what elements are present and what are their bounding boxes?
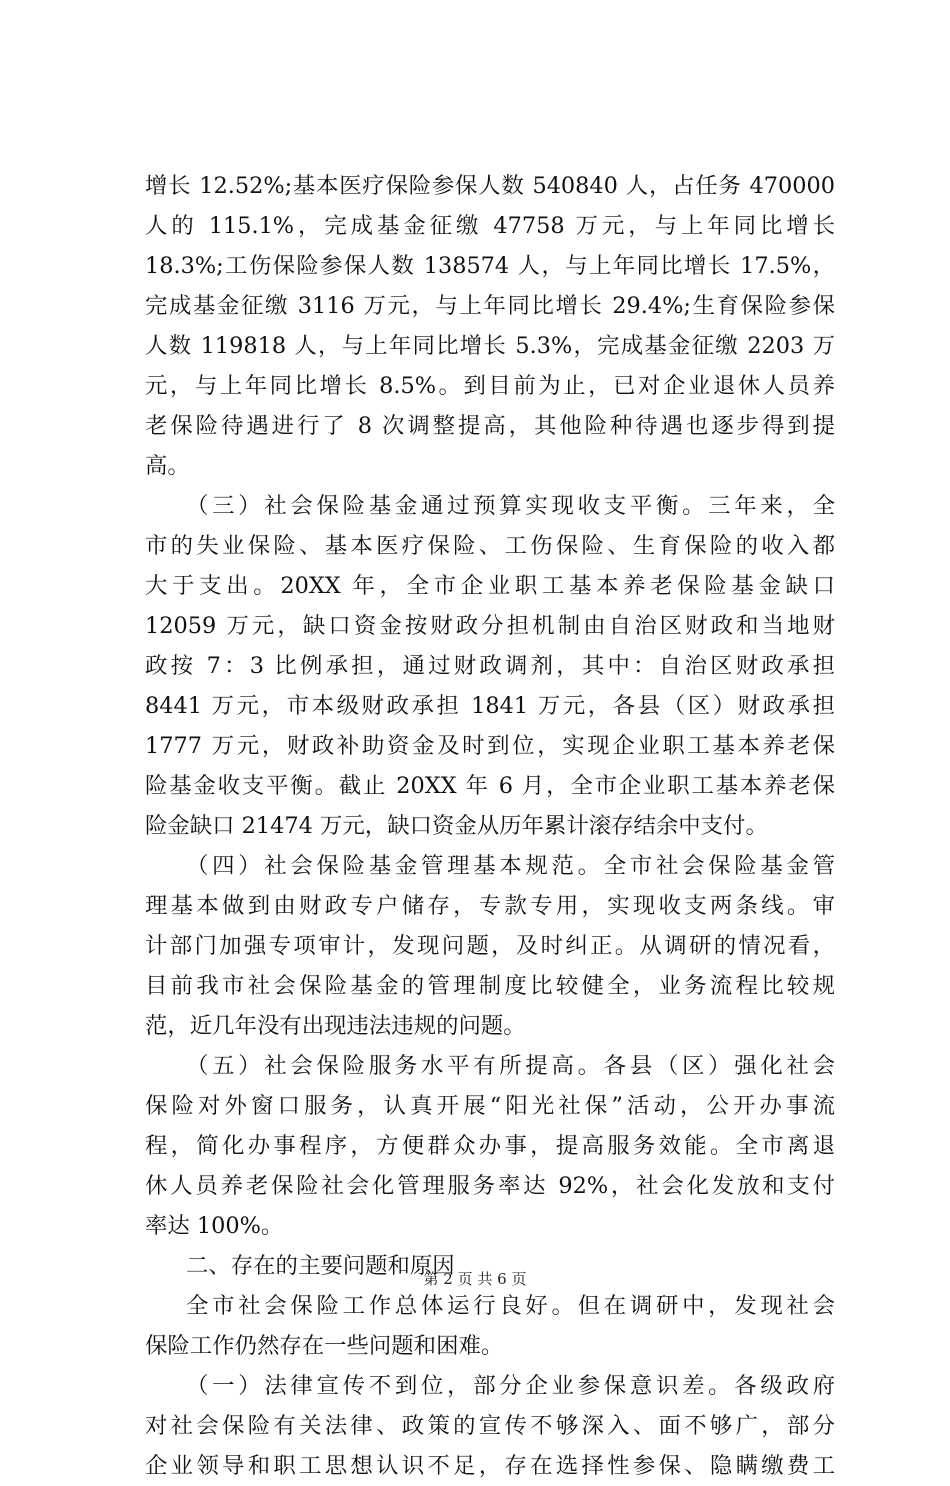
- page-number-footer: 第 2 页 共 6 页: [423, 1270, 527, 1288]
- text-line: 全市社会保险工作总体运行良好。但在调研中，发现社会: [186, 1293, 835, 1319]
- paragraph-heading-line: （三）社会保险基金通过预算实现收支平衡。三年来，全: [186, 493, 835, 519]
- text-line: 保险工作仍然存在一些问题和困难。: [145, 1333, 504, 1359]
- text-line: 人的 115.1%，完成基金征缴 47758 万元，与上年同比增长: [145, 213, 835, 239]
- text-line: 险金缺口 21474 万元，缺口资金从历年累计滚存结余中支付。: [145, 813, 768, 839]
- text-line: 完成基金征缴 3116 万元，与上年同比增长 29.4%;生育保险参保: [145, 293, 835, 319]
- text-line: 休人员养老保险社会化管理服务率达 92%，社会化发放和支付: [145, 1173, 835, 1199]
- text-line: 险基金收支平衡。截止 20XX 年 6 月，全市企业职工基本养老保: [145, 773, 835, 799]
- text-line: 人数 119818 人，与上年同比增长 5.3%，完成基金征缴 2203 万: [145, 333, 835, 359]
- text-line: 率达 100%。: [145, 1213, 284, 1239]
- text-line: 1777 万元，财政补助资金及时到位，实现企业职工基本养老保: [145, 733, 835, 759]
- text-line: 18.3%;工伤保险参保人数 138574 人，与上年同比增长 17.5%，: [145, 253, 835, 279]
- text-line: 对社会保险有关法律、政策的宣传不够深入、面不够广，部分: [145, 1413, 835, 1439]
- text-line: 企业领导和职工思想认识不足，存在选择性参保、隐瞒缴费工: [145, 1453, 835, 1479]
- text-line: 老保险待遇进行了 8 次调整提高，其他险种待遇也逐步得到提: [145, 413, 835, 439]
- text-line: 计部门加强专项审计，发现问题，及时纠正。从调研的情况看，: [145, 933, 835, 959]
- text-line: 大于支出。20XX 年，全市企业职工基本养老保险基金缺口: [145, 573, 835, 599]
- paragraph-heading-line: （五）社会保险服务水平有所提高。各县（区）强化社会: [186, 1053, 835, 1079]
- section-heading: 二、存在的主要问题和原因: [186, 1253, 455, 1279]
- text-line: 目前我市社会保险基金的管理制度比较健全，业务流程比较规: [145, 973, 835, 999]
- text-line: 8441 万元，市本级财政承担 1841 万元，各县（区）财政承担: [145, 693, 835, 719]
- text-line: 高。: [145, 453, 190, 479]
- text-line: 市的失业保险、基本医疗保险、工伤保险、生育保险的收入都: [145, 533, 835, 559]
- paragraph-heading-line: （四）社会保险基金管理基本规范。全市社会保险基金管: [186, 853, 835, 879]
- text-line: 范，近几年没有出现违法违规的问题。: [145, 1013, 526, 1039]
- text-line: 增长 12.52%;基本医疗保险参保人数 540840 人，占任务 470000: [145, 173, 835, 199]
- text-line: 12059 万元，缺口资金按财政分担机制由自治区财政和当地财: [145, 613, 835, 639]
- text-line: 元，与上年同比增长 8.5%。到目前为止，已对企业退休人员养: [145, 373, 835, 399]
- text-line: 理基本做到由财政专户储存，专款专用，实现收支两条线。审: [145, 893, 835, 919]
- text-line: 保险对外窗口服务，认真开展“阳光社保”活动，公开办事流: [145, 1093, 835, 1119]
- text-line: 程，简化办事程序，方便群众办事，提高服务效能。全市离退: [145, 1133, 835, 1159]
- text-line: 政按 7：3 比例承担，通过财政调剂，其中：自治区财政承担: [145, 653, 835, 679]
- paragraph-heading-line: （一）法律宣传不到位，部分企业参保意识差。各级政府: [186, 1373, 835, 1399]
